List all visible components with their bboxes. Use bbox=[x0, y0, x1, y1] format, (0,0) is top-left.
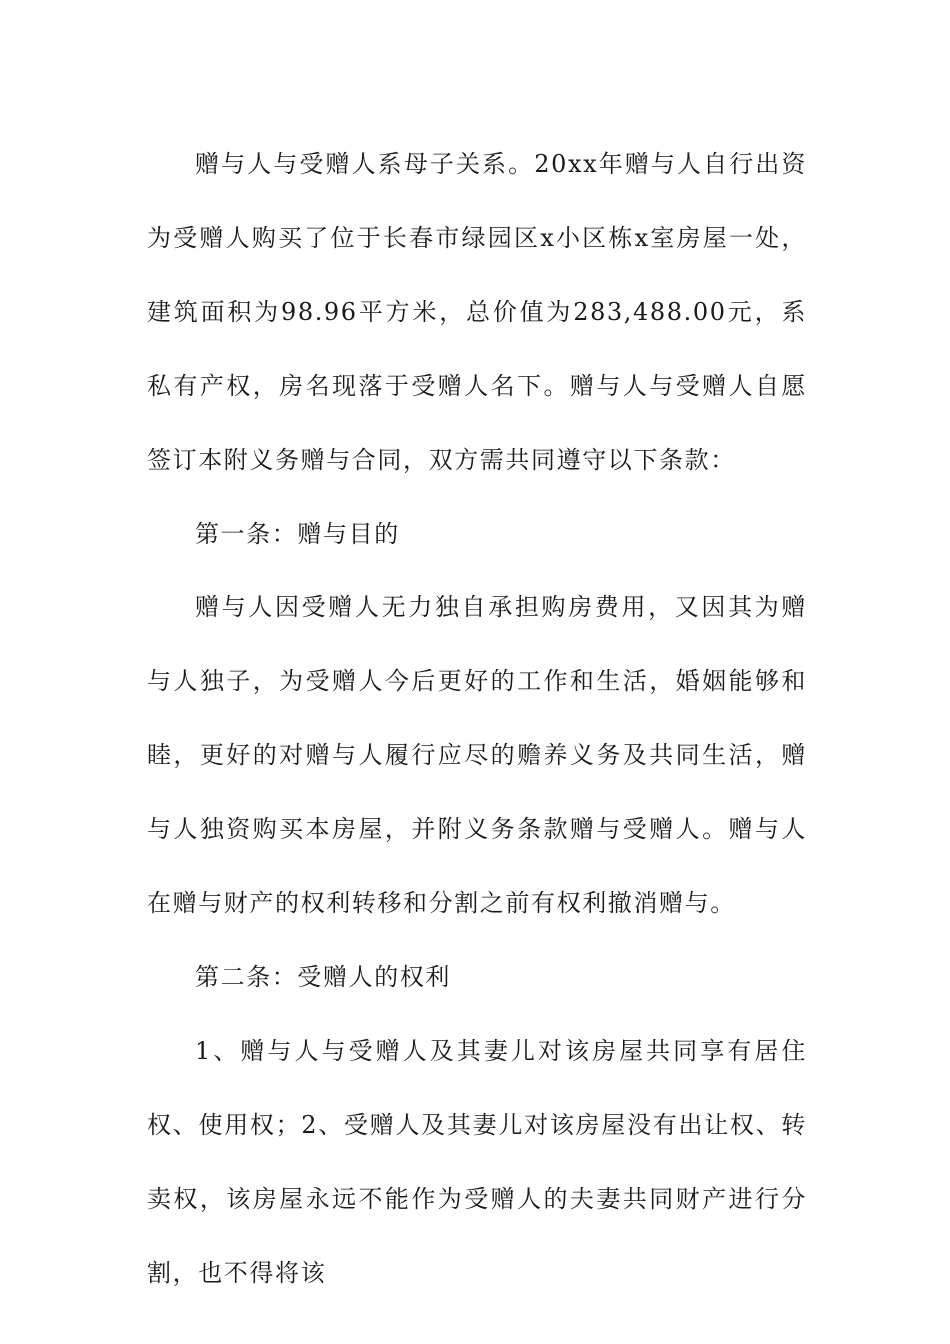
article-one-paragraph: 赠与人因受赠人无力独自承担购房费用，又因其为赠与人独子，为受赠人今后更好的工作和生活，婚姻能够和睦，更好的对赠与人履行应尽的赡养义务及共同生活，赠与人独资购买本房屋，并附义务条款赠与受赠人。赠与人在赠与财产的权利转移和分割之前有权利撤消赠与。 bbox=[147, 593, 807, 918]
article-two-paragraph: 1、赠与人与受赠人及其妻儿对该房屋共同享有居住权、使用权；2、受赠人及其妻儿对该房屋没有出让权、转卖权，该房屋永远不能作为受赠人的夫妻共同财产进行分割，也不得将该 bbox=[147, 1036, 807, 1287]
article-two-heading: 第二条：受赠人的权利 bbox=[195, 962, 451, 991]
article-one-heading: 第一条：赠与目的 bbox=[195, 519, 400, 548]
intro-paragraph: 赠与人与受赠人系母子关系。20xx年赠与人自行出资为受赠人购买了位于长春市绿园区x小区栋x室房屋一处，建筑面积为98.96平方米，总价值为283,488.00元，系私有产权，房名现落于受赠人名下。赠与人与受赠人自愿签订本附义务赠与合同，双方需共同遵守以下条款： bbox=[147, 150, 807, 474]
document-body bbox=[147, 128, 807, 1311]
